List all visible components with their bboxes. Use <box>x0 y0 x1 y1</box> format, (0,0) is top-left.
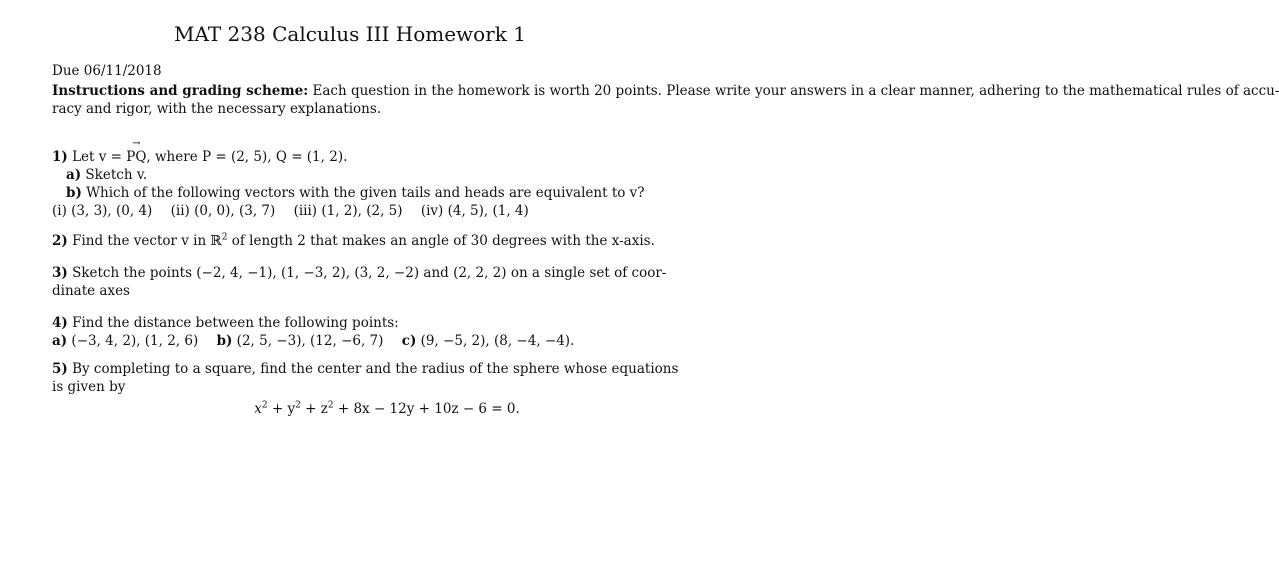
instructions-text-2: racy and rigor, with the necessary explanations. <box>52 101 382 117</box>
q4-text: Find the distance between the following points: <box>67 315 399 331</box>
q4-part-c-label: c) <box>401 333 417 349</box>
q2-number: 2) <box>52 233 68 249</box>
q1-part-a-label: a) <box>66 167 82 183</box>
q4-part-b-label: b) <box>216 333 233 349</box>
q1-option: (ii) (0, 0), (3, 7) <box>170 203 276 219</box>
q1-vector-label: PQ <box>126 149 147 165</box>
q5-text: By completing to a square, find the center and the radius of the sphere whose equations <box>67 361 679 377</box>
eq-x-square: 2 <box>261 400 268 411</box>
q1-part-b-text: Which of the following vectors with the given tails and heads are equivalent to v? <box>81 185 645 201</box>
q2-text-2: of length 2 that makes an angle of 30 degrees with the x-axis. <box>227 233 655 249</box>
instructions-heading: Instructions and grading scheme: <box>52 83 309 99</box>
question-5 <box>52 360 679 418</box>
q4-part-c-text: (9, −5, 2), (8, −4, −4). <box>416 333 575 349</box>
q2-superscript: 2 <box>221 232 228 243</box>
q1-option: (i) (3, 3), (0, 4) <box>52 203 153 219</box>
due-date: Due 06/11/2018 <box>52 63 162 79</box>
q1-part-b <box>52 184 652 202</box>
eq-y-square: 2 <box>295 400 301 411</box>
q3-text: Sketch the points (−2, 4, −1), (1, −3, 2), (3, 2, −2) and (2, 2, 2) on a single set of coor- <box>67 265 667 281</box>
q3-text-2: dinate axes <box>52 283 130 299</box>
q4-part-a-label: a) <box>52 333 68 349</box>
question-2 <box>52 232 655 250</box>
eq-z: + z <box>300 401 328 417</box>
q2-text: Find the vector v in ℝ <box>67 233 222 249</box>
question-4 <box>52 314 652 350</box>
q4-part-c <box>402 333 575 349</box>
sphere-equation <box>52 400 652 418</box>
q1-intro-b: , where P = (2, 5), Q = (1, 2). <box>146 149 348 165</box>
eq-x: x <box>254 401 262 417</box>
page-title: MAT 238 Calculus III Homework 1 <box>174 22 526 46</box>
instructions <box>52 82 1279 118</box>
q1-part-a-text: Sketch v. <box>81 167 148 183</box>
q4-part-b-text: (2, 5, −3), (12, −6, 7) <box>232 333 384 349</box>
q4-part-a-text: (−3, 4, 2), (1, 2, 6) <box>67 333 199 349</box>
q1-options <box>52 202 652 220</box>
q1-part-a <box>52 166 652 184</box>
q1-part-b-label: b) <box>66 185 82 201</box>
q1-option: (iii) (1, 2), (2, 5) <box>293 203 403 219</box>
q4-parts <box>52 332 652 350</box>
eq-z-square: 2 <box>327 400 334 411</box>
q5-text-2: is given by <box>52 379 126 395</box>
question-1 <box>52 138 652 220</box>
question-3 <box>52 264 667 300</box>
q1-option: (iv) (4, 5), (1, 4) <box>420 203 529 219</box>
vector-arrow-icon: → <box>132 138 141 149</box>
q4-number: 4) <box>52 315 68 331</box>
q5-number: 5) <box>52 361 68 377</box>
eq-y: + y <box>267 401 296 417</box>
q4-part-b <box>217 333 384 349</box>
q4-part-a <box>52 333 198 349</box>
q1-number: 1) <box>52 149 68 165</box>
q1-vector-pq <box>126 138 147 166</box>
q3-number: 3) <box>52 265 68 281</box>
eq-rest: + 8x − 12y + 10z − 6 = 0. <box>333 401 520 417</box>
q1-intro-a: Let v = <box>67 149 127 165</box>
instructions-text: Each question in the homework is worth 20 points. Please write your answers in a clear manner, adhering to the mathematical rules of accu- <box>308 83 1279 99</box>
